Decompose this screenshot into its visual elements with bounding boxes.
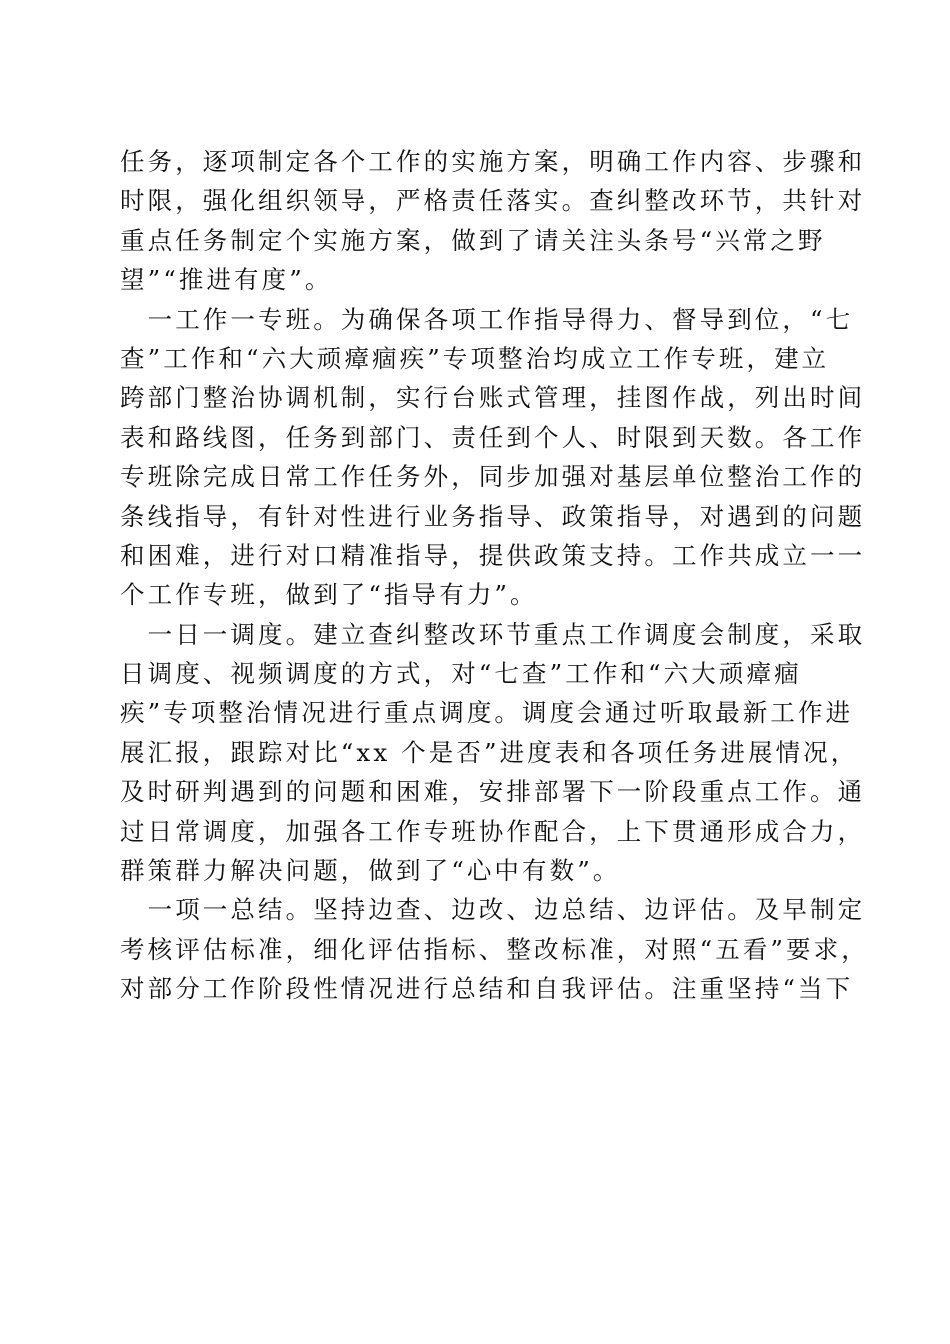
text-line: 展汇报，跟踪对比“xx 个是否”进度表和各项任务进展情况， (120, 737, 859, 767)
text-line: 一项一总结。坚持边查、边改、边总结、边评估。及早制定 (120, 895, 866, 925)
text-line: 日调度、视频调度的方式，对“七查”工作和“六大顽瘴痼 (120, 659, 802, 689)
text-line: 一工作一专班。为确保各项工作指导得力、督导到位，“七 (120, 304, 854, 334)
text-line: 及时研判遇到的问题和困难，安排部署下一阶段重点工作。通 (120, 777, 866, 807)
text-line: 任务，逐项制定各个工作的实施方案，明确工作内容、步骤和 (120, 147, 866, 176)
text-line: 群策群力解决问题，做到了“心中有数”。 (120, 856, 621, 886)
text-line: 疾”专项整治情况进行重点调度。调度会通过听取最新工作进 (120, 698, 854, 728)
text-line: 专班除完成日常工作任务外，同步加强对基层单位整治工作的 (120, 462, 866, 492)
text-line: 个工作专班，做到了“指导有力”。 (120, 580, 538, 610)
text-line: 重点任务制定个实施方案，做到了请关注头条号“兴常之野 (120, 225, 826, 255)
text-line: 对部分工作阶段性情况进行总结和自我评估。注重坚持“当下 (120, 974, 854, 1004)
body-text (120, 142, 869, 1009)
text-line: 一日一调度。建立查纠整改环节重点工作调度会制度，采取 (120, 619, 866, 649)
text-line: 跨部门整治协调机制，实行台账式管理，挂图作战，列出时间 (120, 383, 866, 413)
text-line: 望”“推进有度”。 (120, 265, 333, 295)
text-line: 考核评估标准，细化评估指标、整改标准，对照“五看”要求， (120, 934, 869, 964)
text-line: 条线指导，有针对性进行业务指导、政策指导，对遇到的问题 (120, 501, 866, 531)
text-line: 查”工作和“六大顽瘴痼疾”专项整治均成立工作专班，建立 (120, 343, 830, 373)
text-line: 和困难，进行对口精准指导，提供政策支持。工作共成立一一 (120, 540, 866, 570)
text-line: 表和路线图，任务到部门、责任到个人、时限到天数。各工作 (120, 422, 866, 452)
text-line: 时限，强化组织领导，严格责任落实。查纠整改环节，共针对 (120, 186, 866, 216)
text-line: 过日常调度，加强各工作专班协作配合，上下贯通形成合力， (120, 816, 866, 846)
